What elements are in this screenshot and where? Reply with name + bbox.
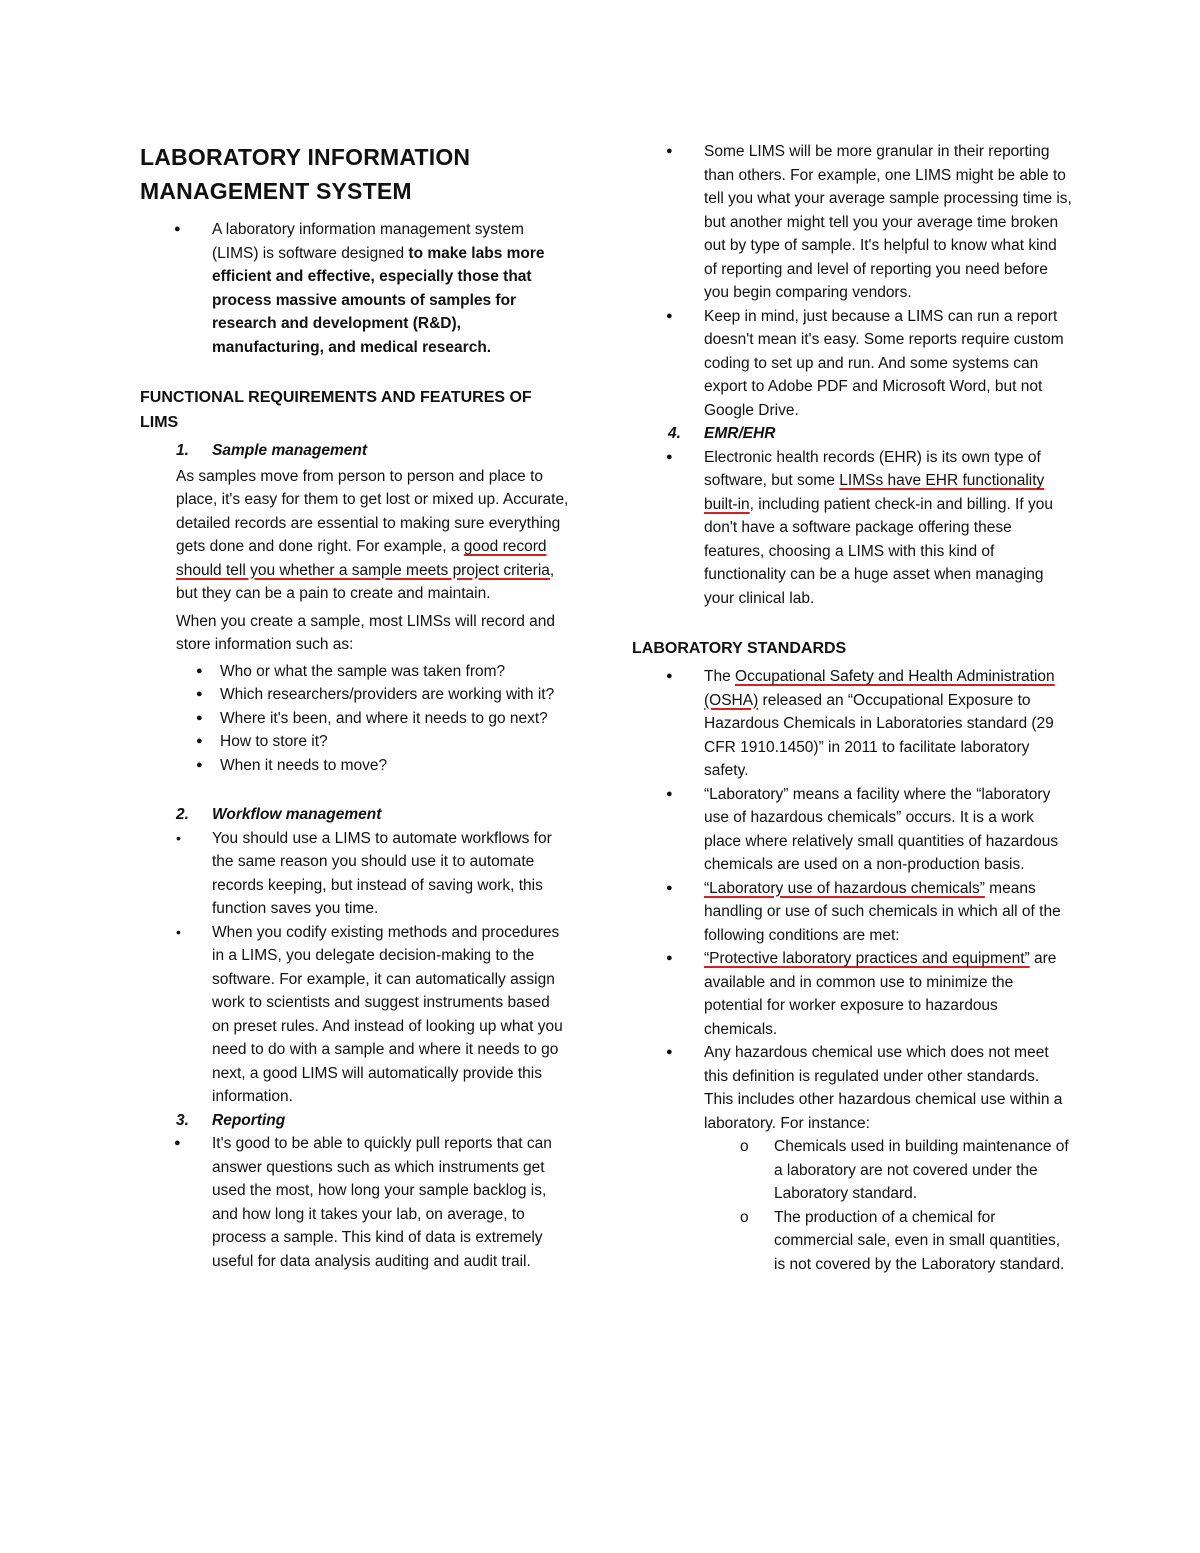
left-column — [140, 140, 570, 1273]
functional-heading: FUNCTIONAL REQUIREMENTS AND FEATURES OF LIMS — [140, 389, 532, 431]
std4-text-b: are available and in common use to minimize the potential for worker exposure to hazardous chemicals. — [704, 950, 1057, 1038]
emr-list — [632, 446, 1072, 611]
sample-text-a: As samples move from person to person and place to place, it's easy for them to get lost or mixed up. Accurate, detailed records are essential to making sure everything gets done and done right. For example, a — [176, 467, 569, 555]
sample-info-list — [140, 660, 570, 778]
list-item: • When you codify existing methods and procedures in a LIMS, you delegate decision-making to the software. For example, it can automatically assign work to scientists and suggest instruments based on preset rules. And instead of looking up what you need to do with a sample and where it needs to go next, a good LIMS will automatically provide this information. — [140, 921, 570, 1109]
section-1-heading — [140, 439, 570, 463]
sample-paragraph — [140, 465, 570, 606]
standards-list — [632, 665, 1072, 1135]
section-4-number: 4. — [668, 425, 681, 442]
list-item — [632, 947, 1072, 1041]
intro-item — [140, 218, 570, 359]
list-item: • You should use a LIMS to automate workflows for the same reason you should use it to automate records keeping, but instead of saving work, this function saves you time. — [140, 827, 570, 921]
section-1-number: 1. — [176, 442, 189, 459]
list-item — [632, 665, 1072, 783]
sample-text-b: , but they can be a pain to create and maintain. — [176, 561, 555, 602]
sample-text-underlined: good record should tell you whether a sample meets project criteria — [176, 538, 550, 579]
section-1-title: Sample management — [212, 442, 368, 459]
list-item — [632, 446, 1072, 611]
list-item: ● Who or what the sample was taken from? — [140, 660, 570, 684]
sample-info-paragraph: When you create a sample, most LIMSs will record and store information such as: — [176, 612, 556, 653]
section-2-heading — [140, 803, 570, 827]
list-item: ● “Laboratory” means a facility where the “laboratory use of hazardous chemicals” occurs. It is a work place where relatively small quantities of hazardous chemicals are used on a non-production basis. — [632, 783, 1072, 877]
intro-bold: to make labs more efficient and effective, especially those that process massive amounts of samples for research and development (R&D), manufacturing, and medical research. — [212, 244, 545, 356]
section-2-title: Workflow management — [212, 806, 382, 823]
std3-text-underlined: “Laboratory use of hazardous chemicals” — [704, 879, 985, 897]
list-item — [632, 877, 1072, 948]
list-item: ● Where it's been, and where it needs to go next? — [140, 707, 570, 731]
document-title: LABORATORY INFORMATION MANAGEMENT SYSTEM — [140, 144, 471, 204]
list-item: o Chemicals used in building maintenance of a laboratory are not covered under the Laboratory standard. — [632, 1135, 1072, 1206]
std1-text-b: released an “Occupational Exposure to Hazardous Chemicals in Laboratories standard (29 CFR 1910.1450)” in 2011 to facilitate laboratory safety. — [704, 691, 1054, 779]
emr-text-b: , including patient check-in and billing. If you don't have a software package offering these features, choosing a LIMS with this kind of functionality can be a huge asset when managing your clinical lab. — [704, 495, 1053, 607]
section-4-heading — [632, 422, 1072, 446]
right-column — [632, 140, 1072, 1276]
section-4-title: EMR/EHR — [704, 425, 776, 442]
std3-text-b: means handling or use of such chemicals in which all of the following conditions are met: — [704, 879, 1061, 944]
emr-text-a: Electronic health records (EHR) is its own type of software, but some — [704, 448, 1041, 489]
section-3-heading — [140, 1109, 570, 1133]
reporting-list — [140, 1132, 570, 1273]
workflow-list — [140, 827, 570, 1109]
list-item: ● Which researchers/providers are working with it? — [140, 683, 570, 707]
list-item: ● How to store it? — [140, 730, 570, 754]
list-item: ● When it needs to move? — [140, 754, 570, 778]
intro-list — [140, 218, 570, 359]
intro-plain: A laboratory information management system (LIMS) is software designed — [212, 221, 524, 262]
section-2-number: 2. — [176, 806, 189, 823]
std4-text-underlined: “Protective laboratory practices and equipment” — [704, 950, 1030, 967]
reporting-list-continued — [632, 140, 1072, 422]
list-item: ● Keep in mind, just because a LIMS can run a report doesn't mean it's easy. Some reports require custom coding to set up and run. And some systems can export to Adobe PDF and Microsoft Word, but not Google Drive. — [632, 305, 1072, 423]
standards-sublist — [632, 1135, 1072, 1276]
std1-text-a: The — [704, 668, 736, 685]
list-item: ● Any hazardous chemical use which does not meet this definition is regulated under other standards. This includes other hazardous chemical use within a laboratory. For instance: — [632, 1041, 1072, 1135]
list-item: o The production of a chemical for commercial sale, even in small quantities, is not covered by the Laboratory standard. — [632, 1206, 1072, 1277]
emr-text-underlined: LIMSs have EHR functionality built-in — [704, 472, 1045, 513]
list-item: ● Some LIMS will be more granular in their reporting than others. For example, one LIMS might be able to tell you what your average sample processing time is, but another might tell you your average time broken out by type of sample. It's helpful to know what kind of reporting and level of reporting you need before you begin comparing vendors. — [632, 140, 1072, 305]
list-item: ● It's good to be able to quickly pull reports that can answer questions such as which instruments get used the most, how long your sample backlog is, and how long it takes your lab, on average, to process a sample. This kind of data is extremely useful for data analysis auditing and audit trail. — [140, 1132, 570, 1273]
section-3-title: Reporting — [212, 1111, 286, 1129]
standards-heading: LABORATORY STANDARDS — [632, 640, 847, 657]
section-3-number: 3. — [176, 1111, 189, 1129]
std1-text-underlined: Occupational Safety and Health Administration (OSHA) — [704, 668, 1055, 709]
